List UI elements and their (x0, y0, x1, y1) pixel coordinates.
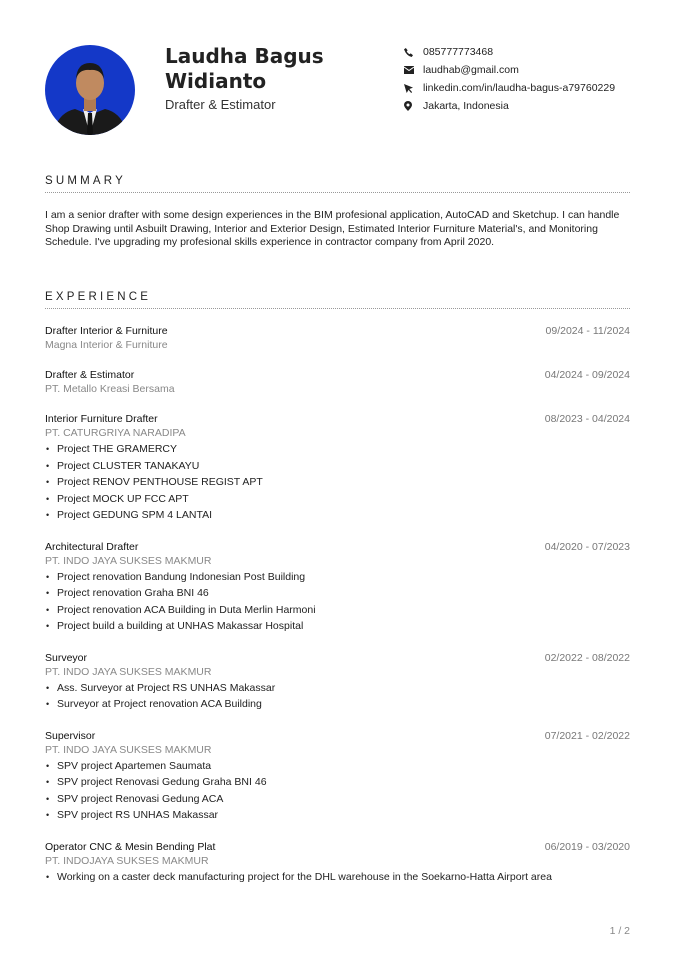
job-bullets (45, 758, 630, 824)
experience-list (45, 324, 630, 885)
linkedin-text[interactable]: linkedin.com/in/laudha-bagus-a79760229 (423, 82, 616, 94)
bullet-item: • SPV project Apartemen Saumata (45, 758, 630, 775)
cursor-icon (404, 84, 423, 93)
bullet-item: • Project CLUSTER TANAKAYU (45, 458, 630, 475)
experience-entry (45, 540, 630, 635)
email-icon (404, 66, 423, 74)
summary-text: I am a senior drafter with some design experiences in the BIM profesional application, AutoCAD and Sketchup. I can handle Shop Drawing until Asbuilt Drawing, Interior and Exterior Design, Estimated Interior Furniture Material's, and Monitoring Schedule. I've upgrading my profesional skills experience in contractor company from April 2020. (45, 209, 620, 248)
summary-section (45, 175, 630, 250)
bullet-item: • Project MOCK UP FCC APT (45, 491, 630, 508)
job-dates: 07/2021 - 02/2022 (544, 729, 630, 742)
job-bullets (45, 441, 630, 524)
candidate-role: Drafter & Estimator (165, 97, 276, 112)
bullet-item: • Project renovation Graha BNI 46 (45, 585, 630, 602)
profile-photo (45, 45, 135, 135)
bullet-item: • SPV project Renovasi Gedung ACA (45, 791, 630, 808)
company-name: PT. Metallo Kreasi Bersama (45, 383, 175, 395)
email-text[interactable]: laudhab@gmail.com (423, 64, 519, 76)
experience-entry (45, 412, 630, 524)
contact-linkedin (404, 79, 615, 97)
job-dates: 02/2022 - 08/2022 (544, 651, 630, 664)
experience-entry (45, 324, 630, 352)
job-bullets (45, 569, 630, 635)
job-dates: 06/2019 - 03/2020 (544, 840, 630, 853)
summary-heading: SUMMARY (45, 175, 630, 193)
bullet-item: • SPV project RS UNHAS Makassar (45, 807, 630, 824)
candidate-name (165, 44, 324, 94)
experience-entry (45, 368, 630, 396)
bullet-item: • Surveyor at Project renovation ACA Building (45, 696, 630, 713)
company-name: PT. CATURGRIYA NARADIPA (45, 427, 186, 439)
page-number: 1 / 2 (609, 925, 630, 937)
experience-entry (45, 840, 630, 886)
phone-text: 085777773468 (423, 46, 494, 58)
bullet-item: • Project renovation Bandung Indonesian Post Building (45, 569, 630, 586)
bullet-item: • Project build a building at UNHAS Makassar Hospital (45, 618, 630, 635)
job-title: Surveyor (45, 651, 88, 664)
experience-section (45, 291, 630, 901)
job-title: Drafter & Estimator (45, 369, 135, 381)
job-bullets (45, 869, 630, 886)
contact-location (404, 97, 615, 115)
contact-list (404, 43, 615, 115)
job-title: Operator CNC & Mesin Bending Plat (45, 840, 216, 853)
bullet-item: • Ass. Surveyor at Project RS UNHAS Makassar (45, 680, 630, 697)
company-name: PT. INDO JAYA SUKSES MAKMUR (45, 665, 212, 678)
location-text: Jakarta, Indonesia (423, 100, 509, 112)
bullet-item: • SPV project Renovasi Gedung Graha BNI 46 (45, 774, 630, 791)
contact-email (404, 61, 615, 79)
job-dates: 09/2024 - 11/2024 (545, 325, 630, 337)
company-name: PT. INDO JAYA SUKSES MAKMUR (45, 554, 212, 567)
bullet-item: • Project THE GRAMERCY (45, 441, 630, 458)
job-title: Interior Furniture Drafter (45, 413, 158, 425)
experience-heading: EXPERIENCE (45, 291, 630, 309)
bullet-item: • Project RENOV PENTHOUSE REGIST APT (45, 474, 630, 491)
job-dates: 04/2020 - 07/2023 (544, 540, 630, 553)
company-name: PT. INDOJAYA SUKSES MAKMUR (45, 854, 209, 867)
job-bullets (45, 680, 630, 713)
name-line-2: Widianto (165, 69, 267, 93)
phone-icon (404, 48, 423, 57)
job-dates: 04/2024 - 09/2024 (544, 369, 630, 381)
job-title: Drafter Interior & Furniture (45, 325, 168, 337)
company-name: Magna Interior & Furniture (45, 339, 168, 351)
location-icon (404, 101, 423, 111)
bullet-item: • Project renovation ACA Building in Duta Merlin Harmoni (45, 602, 630, 619)
name-line-1: Laudha Bagus (165, 44, 324, 68)
experience-entry (45, 651, 630, 713)
contact-phone (404, 43, 615, 61)
experience-entry (45, 729, 630, 824)
company-name: PT. INDO JAYA SUKSES MAKMUR (45, 743, 212, 756)
job-dates: 08/2023 - 04/2024 (544, 413, 630, 425)
job-title: Architectural Drafter (45, 540, 139, 553)
bullet-item: • Working on a caster deck manufacturing project for the DHL warehouse in the Soekarno-Hatta Airport area (45, 869, 630, 886)
bullet-item: • Project GEDUNG SPM 4 LANTAI (45, 507, 630, 524)
job-title: Supervisor (45, 729, 96, 742)
